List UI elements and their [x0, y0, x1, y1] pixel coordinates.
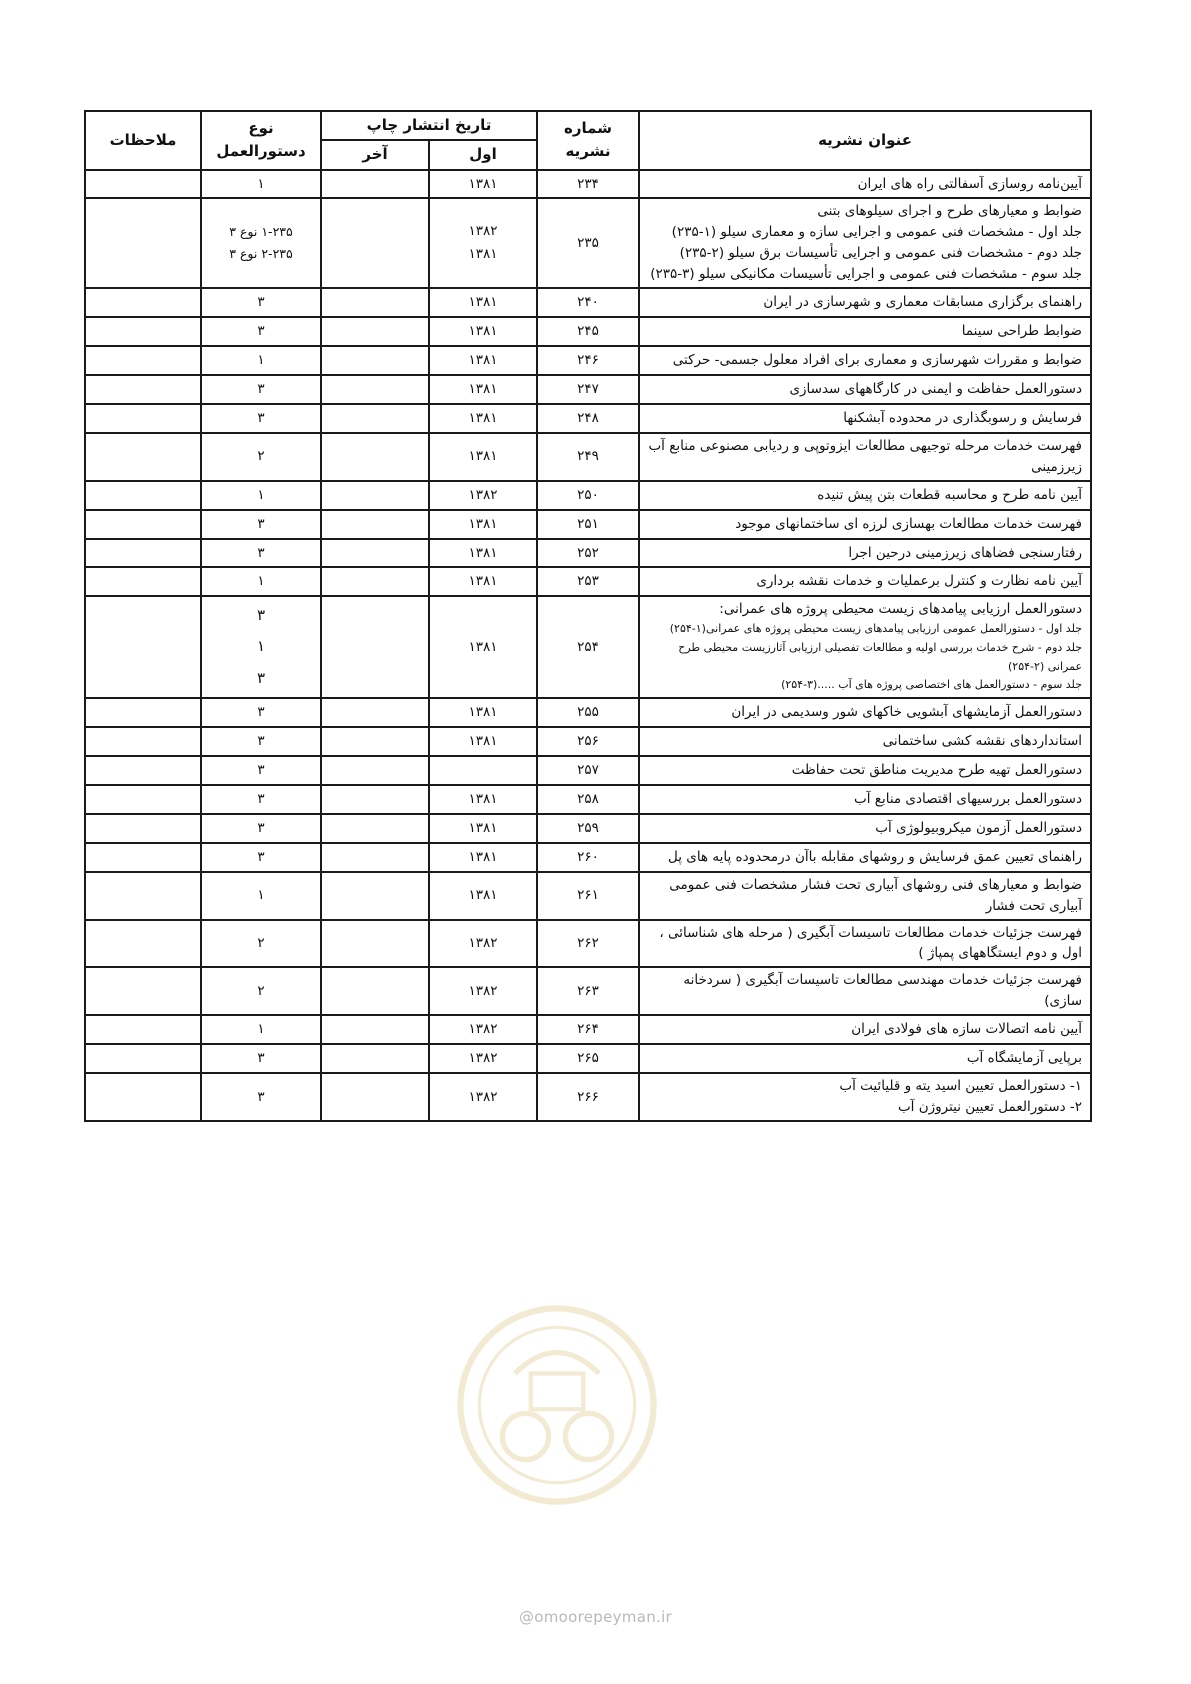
cell-last-print-date: [321, 1044, 429, 1073]
cell-notes: [85, 920, 201, 968]
cell-publication-number: ۲۶۴: [537, 1015, 639, 1044]
volume-line: جلد سوم - مشخصات فنی عمومی و اجرایی تأسیسات مکانیکی سیلو (۳-۲۳۵): [650, 266, 1083, 283]
cell-title: [639, 596, 1091, 698]
cell-last-print-date: [321, 375, 429, 404]
cell-last-print-date: [321, 1015, 429, 1044]
cell-instruction-type: [201, 920, 321, 968]
type-line: ۱: [257, 486, 265, 503]
type-line: ۱: [257, 352, 265, 368]
cell-notes: [85, 698, 201, 727]
cell-first-print-date: ۱۳۸۱: [429, 170, 537, 199]
cell-first-print-date: ۱۳۸۱: [429, 698, 537, 727]
cell-first-print-date: ۱۳۸۱: [429, 404, 537, 433]
type-line: ۳: [257, 409, 265, 426]
table-row: [85, 170, 1091, 199]
cell-instruction-type: [201, 785, 321, 814]
first-date-line: ۱۳۸۲: [468, 223, 498, 240]
cell-notes: [85, 814, 201, 843]
cell-publication-number: ۲۶۳: [537, 967, 639, 1015]
type-line: ۲: [257, 982, 265, 999]
cell-publication-number: ۲۵۵: [537, 698, 639, 727]
table-row: [85, 481, 1091, 510]
publication-title: دستورالعمل تهیه طرح مدیریت مناطق تحت حفاظت: [791, 761, 1083, 778]
cell-title: [639, 1015, 1091, 1044]
type-line: ۳: [257, 544, 265, 561]
volume-line: جلد اول - مشخصات فنی عمومی و اجرایی سازه و معماری سیلو (۱-۲۳۵): [671, 224, 1083, 241]
cell-instruction-type: [201, 872, 321, 920]
type-line: ۳: [257, 761, 265, 778]
cell-title: [639, 814, 1091, 843]
cell-first-print-date: ۱۳۸۱: [429, 567, 537, 596]
cell-first-print-date: ۱۳۸۱: [429, 539, 537, 568]
cell-first-print-date: ۱۳۸۱: [429, 317, 537, 346]
type-line: ۳: [257, 323, 265, 340]
type-line: ۱-۲۳۵ نوع ۳: [229, 223, 293, 239]
cell-title: [639, 170, 1091, 199]
cell-first-print-date: ۱۳۸۲: [429, 1073, 537, 1121]
cell-first-print-date: ۱۳۸۱: [429, 433, 537, 481]
cell-first-print-date: ۱۳۸۲: [429, 920, 537, 968]
cell-last-print-date: [321, 1073, 429, 1121]
cell-instruction-type: [201, 843, 321, 872]
cell-notes: [85, 756, 201, 785]
cell-first-print-date: ۱۳۸۱: [429, 510, 537, 539]
publication-title: ضوابط و معیارهای فنی روشهای آبیاری تحت فشار مشخصات فنی عمومی آبیاری تحت فشار: [669, 876, 1083, 914]
publication-title: راهنمای تعیین عمق فرسایش و روشهای مقابله باآن درمحدوده پایه های پل: [667, 848, 1083, 865]
cell-notes: [85, 727, 201, 756]
cell-last-print-date: [321, 814, 429, 843]
cell-last-print-date: [321, 785, 429, 814]
publication-title: ضوابط و معیارهای طرح و اجرای سیلوهای بتنی: [817, 203, 1083, 220]
table-row: [85, 967, 1091, 1015]
cell-title: [639, 404, 1091, 433]
cell-publication-number: ۲۴۰: [537, 288, 639, 317]
cell-notes: [85, 872, 201, 920]
table-row: [85, 785, 1091, 814]
header-date-group: تاریخ انتشار چاپ: [321, 111, 537, 140]
cell-notes: [85, 375, 201, 404]
publication-title: دستورالعمل ارزیابی پیامدهای زیست محیطی پروژه های عمرانی:: [719, 601, 1083, 618]
cell-first-print-date: ۱۳۸۲: [429, 1044, 537, 1073]
first-date-line: ۱۳۸۱: [468, 246, 498, 263]
cell-notes: [85, 1044, 201, 1073]
cell-instruction-type: [201, 1044, 321, 1073]
cell-notes: [85, 843, 201, 872]
cell-instruction-type: [201, 1073, 321, 1121]
table-row: [85, 843, 1091, 872]
cell-last-print-date: [321, 539, 429, 568]
header-number: شماره نشریه: [537, 111, 639, 170]
cell-notes: [85, 170, 201, 199]
cell-notes: [85, 433, 201, 481]
cell-publication-number: ۲۵۳: [537, 567, 639, 596]
type-line: ۳: [257, 848, 265, 865]
cell-notes: [85, 539, 201, 568]
table-row: [85, 317, 1091, 346]
cell-title: [639, 433, 1091, 481]
publication-title: ۱- دستورالعمل تعیین اسید یته و قلیائیت آب: [839, 1078, 1083, 1095]
type-line: ۳: [257, 1088, 265, 1105]
publication-title: ضوابط طراحی سینما: [961, 323, 1083, 340]
cell-publication-number: ۲۴۸: [537, 404, 639, 433]
cell-title: [639, 288, 1091, 317]
cell-notes: [85, 967, 201, 1015]
table-row: [85, 596, 1091, 698]
cell-instruction-type: [201, 510, 321, 539]
publication-title: دستورالعمل حفاظت و ایمنی در کارگاههای سدسازی: [789, 380, 1083, 397]
cell-last-print-date: [321, 967, 429, 1015]
publication-title: دستورالعمل بررسیهای اقتصادی منابع آب: [854, 790, 1083, 807]
cell-title: [639, 967, 1091, 1015]
type-line: ۲: [257, 448, 265, 465]
publication-title: دستورالعمل آزمون میکروبیولوژی آب: [875, 819, 1083, 836]
table-body: [85, 170, 1091, 1121]
cell-last-print-date: [321, 872, 429, 920]
table-row: [85, 198, 1091, 288]
publication-title: فهرست خدمات مطالعات بهسازی لرزه ای ساختمانهای موجود: [735, 515, 1083, 532]
table-row: [85, 1044, 1091, 1073]
cell-instruction-type: [201, 596, 321, 698]
publication-title: فرسایش و رسوبگذاری در محدوده آبشکنها: [843, 409, 1083, 426]
header-last: آخر: [321, 140, 429, 169]
cell-publication-number: ۲۵۴: [537, 596, 639, 698]
cell-last-print-date: [321, 727, 429, 756]
cell-publication-number: ۲۶۶: [537, 1073, 639, 1121]
type-line: ۳: [256, 668, 266, 687]
type-line: ۲-۲۳۵ نوع ۳: [229, 246, 293, 262]
cell-title: [639, 567, 1091, 596]
table-row: [85, 510, 1091, 539]
cell-instruction-type: [201, 567, 321, 596]
cell-title: [639, 785, 1091, 814]
volume-line: جلد سوم - دستورالعمل های اختصاصی پروژه های آب .....(۳-۲۵۴): [781, 678, 1083, 692]
cell-title: [639, 346, 1091, 375]
cell-last-print-date: [321, 404, 429, 433]
cell-last-print-date: [321, 596, 429, 698]
cell-instruction-type: [201, 756, 321, 785]
cell-first-print-date: ۱۳۸۲: [429, 967, 537, 1015]
table-row: [85, 920, 1091, 968]
type-line: ۳: [257, 515, 265, 532]
type-line: ۳: [257, 733, 265, 750]
cell-last-print-date: [321, 317, 429, 346]
table-row: [85, 567, 1091, 596]
cell-first-print-date: ۱۳۸۱: [429, 375, 537, 404]
cell-title: [639, 843, 1091, 872]
cell-publication-number: ۲۳۵: [537, 198, 639, 288]
volume-line: جلد دوم - مشخصات فنی عمومی و اجرایی تأسیسات برق سیلو (۲-۲۳۵): [679, 245, 1083, 262]
cell-first-print-date: ۱۳۸۱: [429, 785, 537, 814]
publication-title: فهرست خدمات مرحله توجیهی مطالعات ایزوتوپی و ردیابی مصنوعی منابع آب زیرزمینی: [648, 437, 1083, 475]
table-row: [85, 1073, 1091, 1121]
cell-instruction-type: [201, 317, 321, 346]
cell-first-print-date: ۱۳۸۲: [429, 481, 537, 510]
cell-publication-number: ۲۶۵: [537, 1044, 639, 1073]
cell-publication-number: ۲۶۰: [537, 843, 639, 872]
cell-title: [639, 317, 1091, 346]
publication-title: برپایی آزمایشگاه آب: [966, 1050, 1083, 1067]
type-line: ۳: [256, 605, 266, 624]
cell-notes: [85, 785, 201, 814]
cell-publication-number: ۲۶۲: [537, 920, 639, 968]
cell-first-print-date: ۱۳۸۱: [429, 596, 537, 698]
header-type: نوع دستورالعمل: [201, 111, 321, 170]
cell-instruction-type: [201, 539, 321, 568]
cell-last-print-date: [321, 698, 429, 727]
cell-notes: [85, 198, 201, 288]
footer-watermark-url: @omoorepeyman.ir: [518, 1608, 673, 1626]
cell-first-print-date: ۱۳۸۲: [429, 1015, 537, 1044]
cell-last-print-date: [321, 510, 429, 539]
cell-last-print-date: [321, 756, 429, 785]
cell-first-print-date: ۱۳۸۱: [429, 288, 537, 317]
cell-publication-number: ۲۵۶: [537, 727, 639, 756]
type-line: ۳: [257, 380, 265, 397]
table-row: [85, 288, 1091, 317]
cell-first-print-date: ۱۳۸۱: [429, 346, 537, 375]
cell-last-print-date: [321, 920, 429, 968]
cell-instruction-type: [201, 967, 321, 1015]
table-row: [85, 698, 1091, 727]
table-row: [85, 433, 1091, 481]
cell-last-print-date: [321, 198, 429, 288]
table-row: [85, 404, 1091, 433]
cell-publication-number: ۲۴۷: [537, 375, 639, 404]
cell-instruction-type: [201, 198, 321, 288]
cell-last-print-date: [321, 843, 429, 872]
cell-instruction-type: [201, 727, 321, 756]
table-row: [85, 727, 1091, 756]
cell-last-print-date: [321, 433, 429, 481]
cell-instruction-type: [201, 814, 321, 843]
cell-title: [639, 198, 1091, 288]
seal-stamp-watermark: [452, 1300, 662, 1510]
type-line: ۳: [257, 704, 265, 721]
cell-instruction-type: [201, 346, 321, 375]
cell-title: [639, 1073, 1091, 1121]
type-line: ۱: [256, 637, 266, 656]
table-row: [85, 375, 1091, 404]
cell-instruction-type: [201, 698, 321, 727]
type-line: ۱: [257, 573, 265, 590]
cell-instruction-type: [201, 404, 321, 433]
cell-instruction-type: [201, 1015, 321, 1044]
cell-first-print-date: ۱۳۸۱: [429, 843, 537, 872]
publication-title: آیین نامه اتصالات سازه های فولادی ایران: [851, 1021, 1083, 1038]
type-line: ۲: [257, 935, 265, 951]
publication-title: راهنمای برگزاری مسابقات معماری و شهرسازی در ایران: [763, 294, 1083, 311]
publication-title: آیین نامه نظارت و کنترل برعملیات و خدمات نقشه برداری: [756, 573, 1083, 590]
table-row: [85, 872, 1091, 920]
cell-first-print-date: [429, 756, 537, 785]
cell-publication-number: ۲۵۰: [537, 481, 639, 510]
cell-notes: [85, 481, 201, 510]
cell-instruction-type: [201, 433, 321, 481]
cell-instruction-type: [201, 288, 321, 317]
type-line: ۳: [257, 819, 265, 836]
table-row: [85, 539, 1091, 568]
cell-last-print-date: [321, 481, 429, 510]
cell-last-print-date: [321, 170, 429, 199]
cell-last-print-date: [321, 346, 429, 375]
publication-title: ضوابط و مقررات شهرسازی و معماری برای افراد معلول جسمی- حرکتی: [672, 352, 1083, 368]
cell-notes: [85, 1073, 201, 1121]
cell-title: [639, 756, 1091, 785]
table-header: [85, 111, 1091, 170]
header-notes: ملاحظات: [85, 111, 201, 170]
cell-publication-number: ۲۴۹: [537, 433, 639, 481]
publication-title: رفتارسنجی فضاهای زیرزمینی درحین اجرا: [848, 544, 1083, 561]
publication-title: آیین‌نامه روسازی آسفالتی راه های ایران: [857, 175, 1083, 192]
cell-instruction-type: [201, 170, 321, 199]
publications-table: [84, 110, 1092, 1122]
cell-first-print-date: ۱۳۸۱: [429, 727, 537, 756]
publication-title: دستورالعمل آزمایشهای آبشویی خاکهای شور وسدیمی در ایران: [731, 704, 1083, 721]
cell-publication-number: ۲۳۴: [537, 170, 639, 199]
type-line: ۱: [257, 887, 265, 904]
cell-title: [639, 375, 1091, 404]
publication-title: آیین نامه طرح و محاسبه قطعات بتن پیش تنیده: [817, 486, 1083, 503]
type-line: ۳: [257, 294, 265, 311]
cell-first-print-date: ۱۳۸۱: [429, 814, 537, 843]
cell-notes: [85, 404, 201, 433]
cell-notes: [85, 346, 201, 375]
header-title: عنوان نشریه: [639, 111, 1091, 170]
cell-notes: [85, 596, 201, 698]
cell-instruction-type: [201, 375, 321, 404]
cell-title: [639, 727, 1091, 756]
cell-publication-number: ۲۵۸: [537, 785, 639, 814]
cell-notes: [85, 510, 201, 539]
header-first: اول: [429, 140, 537, 169]
cell-publication-number: ۲۴۶: [537, 346, 639, 375]
cell-title: [639, 698, 1091, 727]
table-row: [85, 346, 1091, 375]
table-row: [85, 1015, 1091, 1044]
cell-notes: [85, 317, 201, 346]
cell-instruction-type: [201, 481, 321, 510]
type-line: ۳: [257, 1050, 265, 1067]
cell-notes: [85, 288, 201, 317]
cell-publication-number: ۲۵۹: [537, 814, 639, 843]
cell-title: [639, 539, 1091, 568]
cell-notes: [85, 567, 201, 596]
cell-publication-number: ۲۵۱: [537, 510, 639, 539]
publication-title: فهرست جزئیات خدمات مهندسی مطالعات تاسیسات آبگیری ( سردخانه سازی): [683, 972, 1083, 1010]
cell-title: [639, 510, 1091, 539]
publication-title: فهرست جزئیات خدمات مطالعات تاسیسات آبگیری ( مرحله های شناسائی ، اول و دوم ایستگاههای پمپاژ ): [659, 924, 1083, 962]
type-line: ۱: [257, 175, 265, 192]
cell-title: [639, 872, 1091, 920]
cell-title: [639, 481, 1091, 510]
cell-publication-number: ۲۵۲: [537, 539, 639, 568]
cell-title: [639, 1044, 1091, 1073]
publication-title: استانداردهای نقشه کشی ساختمانی: [882, 733, 1083, 750]
cell-first-print-date: ۱۳۸۱: [429, 872, 537, 920]
volume-line: جلد اول - دستورالعمل عمومی ارزیابی پیامدهای زیست محیطی پروژه های عمرانی(۱-۲۵۴): [669, 622, 1083, 636]
volume-line: جلد دوم - شرح خدمات بررسی اولیه و مطالعات تفصیلی ارزیابی آثارزیست محیطی طرح عمرانی (۲-۲۵۴): [678, 641, 1083, 673]
type-line: ۳: [257, 790, 265, 807]
cell-last-print-date: [321, 567, 429, 596]
type-line: ۱: [257, 1021, 265, 1038]
cell-notes: [85, 1015, 201, 1044]
cell-title: [639, 920, 1091, 968]
table-row: [85, 814, 1091, 843]
cell-first-print-date: [429, 198, 537, 288]
cell-publication-number: ۲۴۵: [537, 317, 639, 346]
table-row: [85, 756, 1091, 785]
cell-last-print-date: [321, 288, 429, 317]
cell-publication-number: ۲۵۷: [537, 756, 639, 785]
cell-publication-number: ۲۶۱: [537, 872, 639, 920]
volume-line: ۲- دستورالعمل تعیین نیتروژن آب: [897, 1099, 1083, 1116]
